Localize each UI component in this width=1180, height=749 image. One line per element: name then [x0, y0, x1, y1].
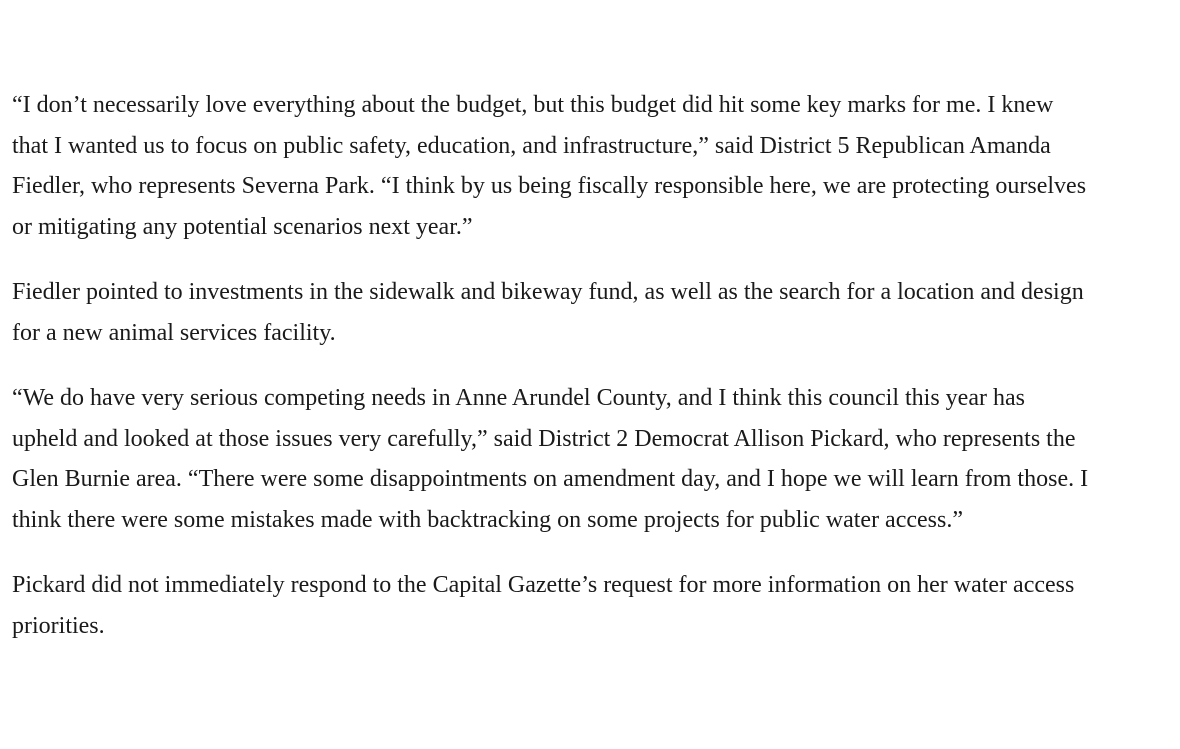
article-paragraph-quote-fiedler: “I don’t necessarily love everything about the budget, but this budget did hit some key marks for me. I knew that I wanted us to focus on public safety, education, and infrastructure,” said District 5 Republican Amanda Fiedler, who represents Severna Park. “I think by us being fiscally responsible here, we are protecting ourselves or mitigating any potential scenarios next year.” [12, 92, 1087, 240]
article-paragraph-fiedler-investments: Fiedler pointed to investments in the sidewalk and bikeway fund, as well as the search for a location and design for a new animal services facility. [12, 279, 1084, 346]
article-body [12, 85, 1092, 671]
article-paragraph-pickard-response: Pickard did not immediately respond to the Capital Gazette’s request for more information on her water access priorities. [12, 572, 1075, 639]
article-paragraph-quote-pickard: “We do have very serious competing needs in Anne Arundel County, and I think this council this year has upheld and looked at those issues very carefully,” said District 2 Democrat Allison Pickard, who represents the Glen Burnie area. “There were some disappointments on amendment day, and I hope we will learn from those. I think there were some mistakes made with backtracking on some projects for public water access.” [12, 385, 1089, 533]
